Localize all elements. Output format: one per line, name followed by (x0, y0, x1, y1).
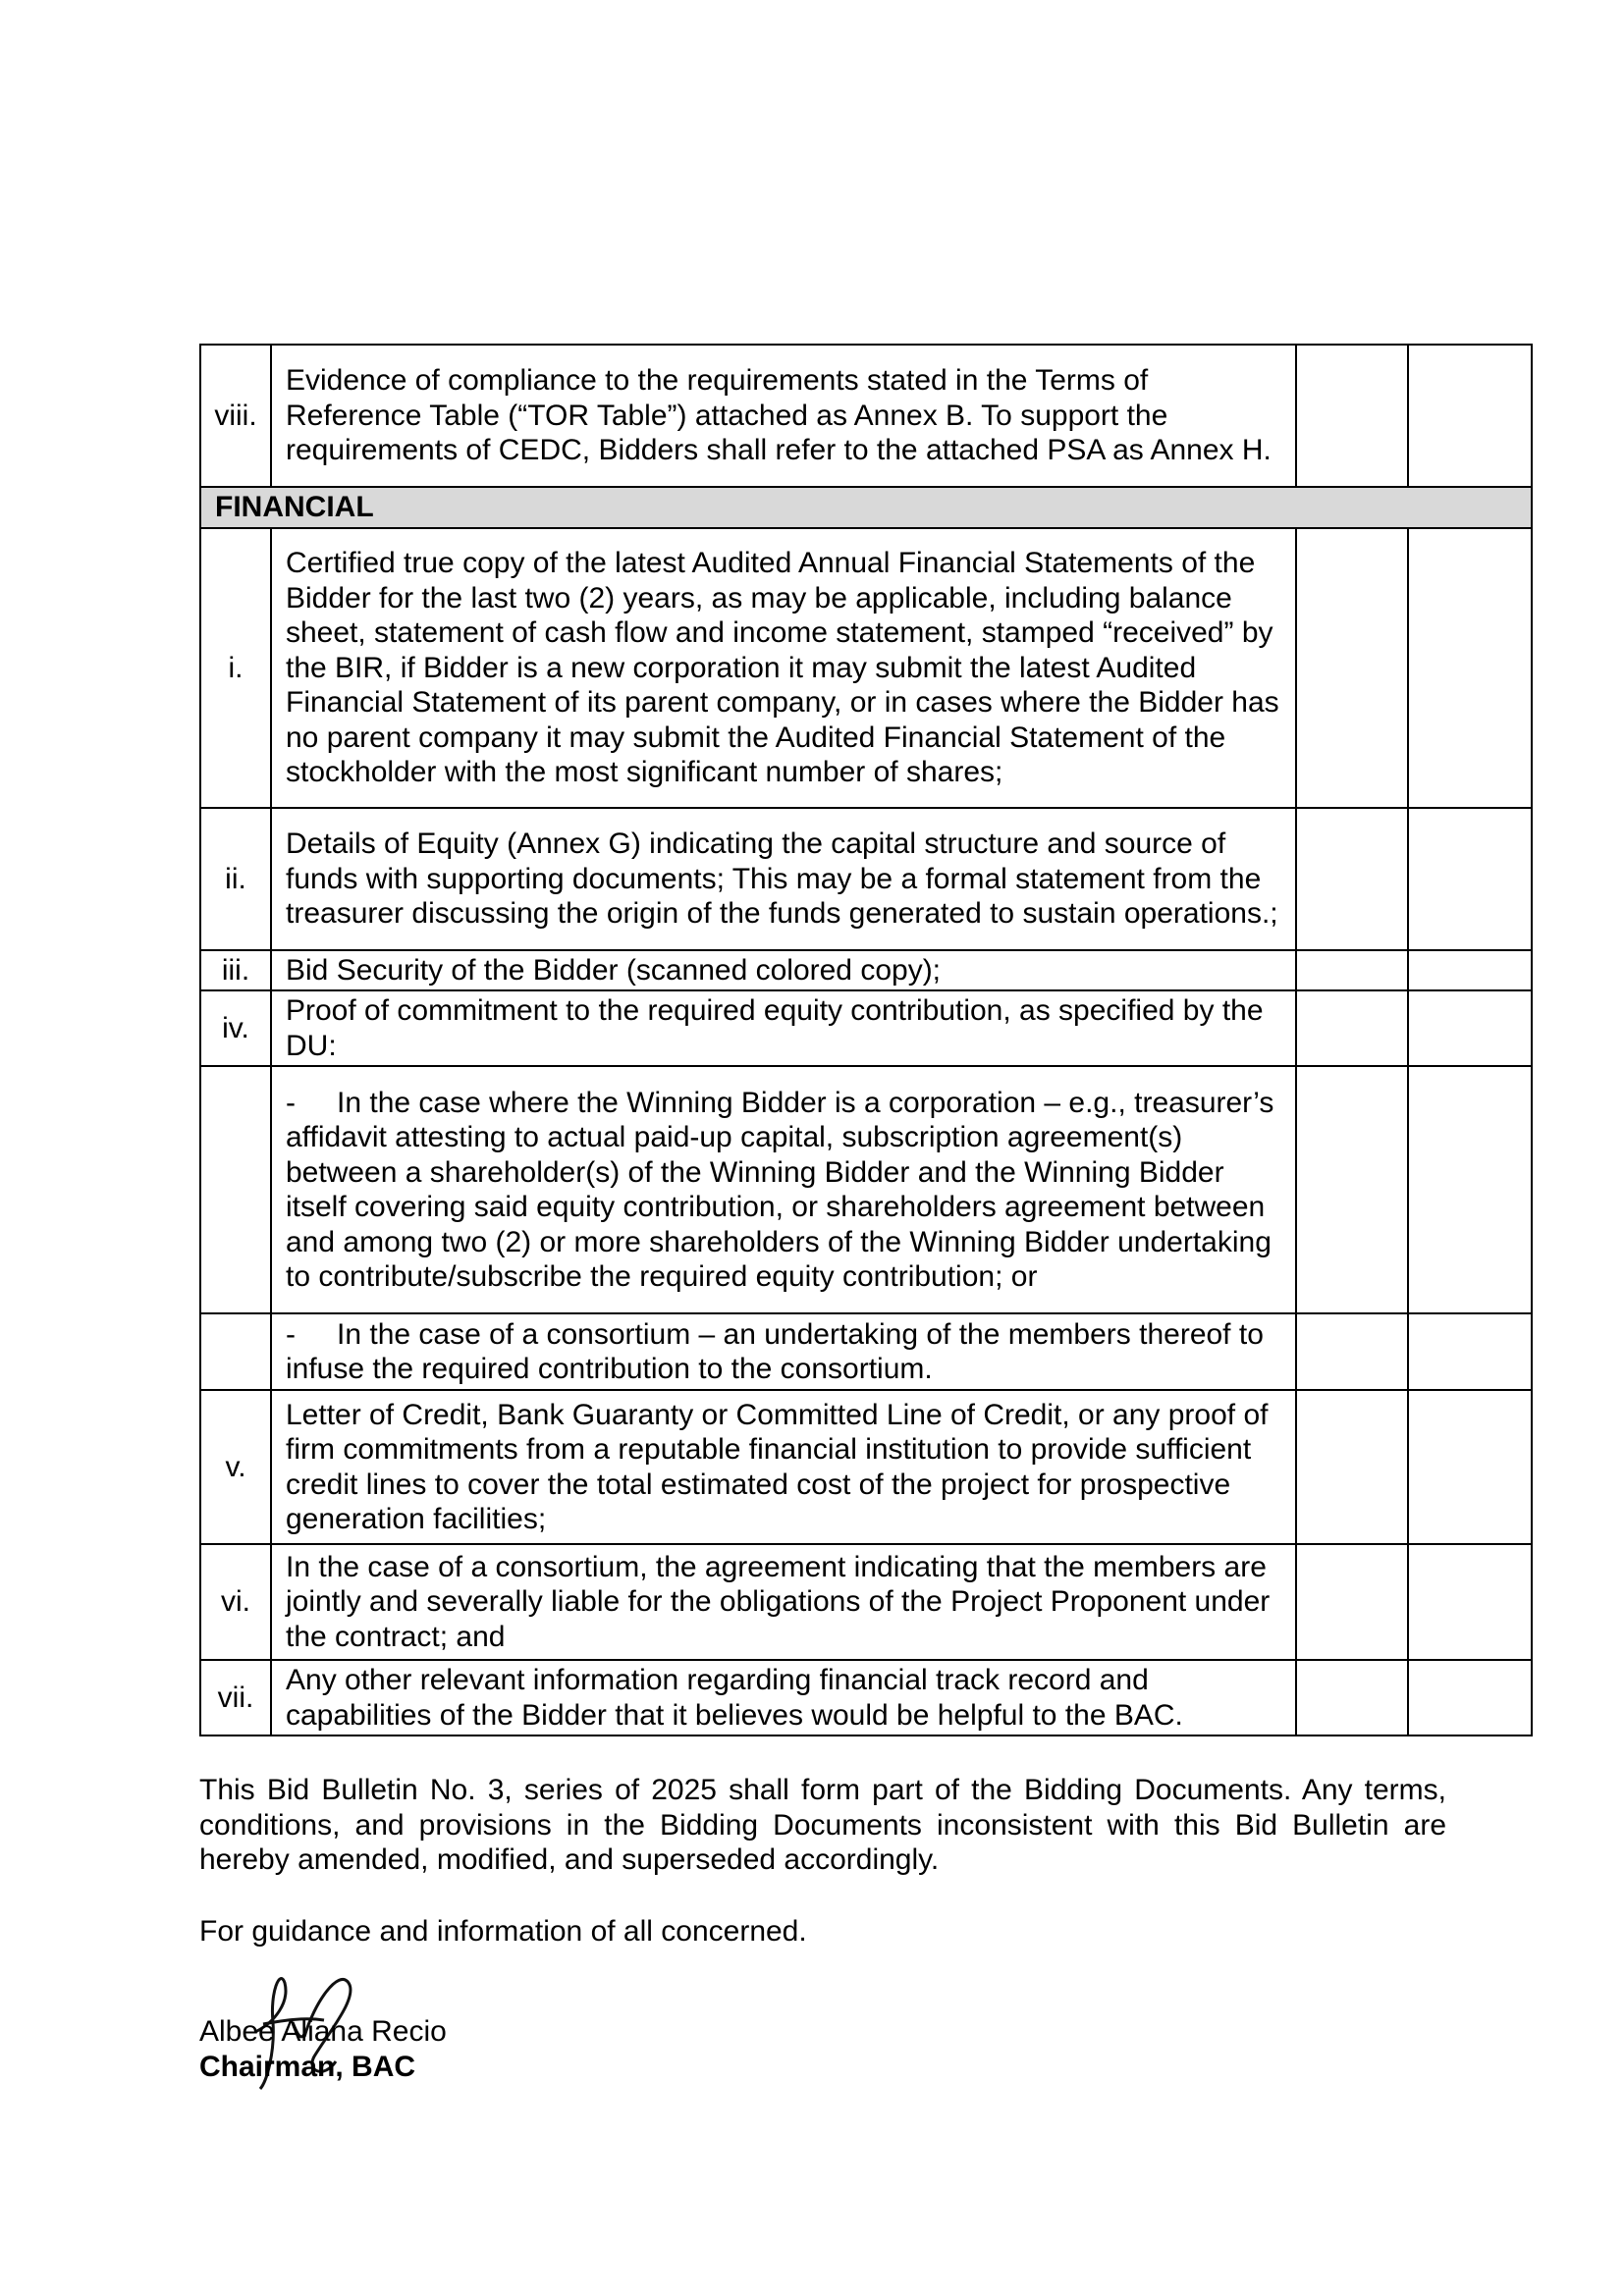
guidance-line: For guidance and information of all concerned. (199, 1915, 807, 1948)
table-row (200, 1313, 1532, 1390)
item-description-bullet (271, 1066, 1296, 1313)
remarks-cell (1408, 1544, 1532, 1660)
item-number: v. (200, 1390, 271, 1544)
checkbox-cell (1296, 950, 1408, 990)
checkbox-cell (1296, 808, 1408, 950)
table-row (200, 1660, 1532, 1735)
item-number (200, 1066, 271, 1313)
remarks-cell (1408, 345, 1532, 487)
item-number: vi. (200, 1544, 271, 1660)
dash-bullet: - (286, 1317, 296, 1351)
item-number: i. (200, 528, 271, 808)
item-number: vii. (200, 1660, 271, 1735)
remarks-cell (1408, 1660, 1532, 1735)
bullet-text: In the case where the Winning Bidder is a corporation – e.g., treasurer’s affidavit attesting to actual paid-up capital, subscription agreement(s) between a shareholder(s) of the Winning Bidder and the Winning Bidder itself covering said equity contribution, or shareholders agreement between and among two (2) or more shareholders of the Winning Bidder undertaking to contribute/subscribe the required equity contribution; or (286, 1086, 1274, 1293)
closing-paragraph: This Bid Bulletin No. 3, series of 2025 shall form part of the Bidding Documents. Any terms, conditions, and provisions in the Bidding Documents inconsistent with this Bid Bulletin are hereby amended, modified, and superseded accordingly. (199, 1774, 1446, 1876)
signatory-name: Albee Aliana Recio (199, 2015, 447, 2048)
remarks-cell (1408, 990, 1532, 1066)
remarks-cell (1408, 808, 1532, 950)
checkbox-cell (1296, 990, 1408, 1066)
item-description: Details of Equity (Annex G) indicating the capital structure and source of funds with supporting documents; This may be a formal statement from the treasurer discussing the origin of the funds generated to sustain operations.; (271, 808, 1296, 950)
dash-bullet: - (286, 1086, 296, 1119)
remarks-cell (1408, 528, 1532, 808)
remarks-cell (1408, 950, 1532, 990)
table-row (200, 1066, 1532, 1313)
item-number: iii. (200, 950, 271, 990)
requirements-table (199, 344, 1533, 1736)
table-row (200, 1390, 1532, 1544)
item-description: In the case of a consortium, the agreement indicating that the members are jointly and severally liable for the obligations of the Project Proponent under the contract; and (271, 1544, 1296, 1660)
item-description-bullet (271, 1313, 1296, 1390)
item-number: viii. (200, 345, 271, 487)
item-description: Letter of Credit, Bank Guaranty or Committed Line of Credit, or any proof of firm commitments from a reputable financial institution to provide sufficient credit lines to cover the total estimated cost of the project for prospective generation facilities; (271, 1390, 1296, 1544)
table-row (200, 345, 1532, 487)
section-heading: FINANCIAL (200, 487, 1532, 528)
item-description: Proof of commitment to the required equity contribution, as specified by the DU: (271, 990, 1296, 1066)
section-row (200, 487, 1532, 528)
checkbox-cell (1296, 528, 1408, 808)
checkbox-cell (1296, 1390, 1408, 1544)
table-row (200, 1544, 1532, 1660)
item-description: Evidence of compliance to the requirements stated in the Terms of Reference Table (“TOR Table”) attached as Annex B. To support the requirements of CEDC, Bidders shall refer to the attached PSA as Annex H. (271, 345, 1296, 487)
item-description: Bid Security of the Bidder (scanned colored copy); (271, 950, 1296, 990)
table-row (200, 950, 1532, 990)
checkbox-cell (1296, 1660, 1408, 1735)
item-description: Any other relevant information regarding financial track record and capabilities of the Bidder that it believes would be helpful to the BAC. (271, 1660, 1296, 1735)
checkbox-cell (1296, 345, 1408, 487)
remarks-cell (1408, 1390, 1532, 1544)
item-description: Certified true copy of the latest Audited Annual Financial Statements of the Bidder for the last two (2) years, as may be applicable, including balance sheet, statement of cash flow and income statement, stamped “received” by the BIR, if Bidder is a new corporation it may submit the latest Audited Financial Statement of its parent company, or in cases where the Bidder has no parent company it may submit the Audited Financial Statement of the stockholder with the most significant number of shares; (271, 528, 1296, 808)
checkbox-cell (1296, 1313, 1408, 1390)
table-row (200, 990, 1532, 1066)
remarks-cell (1408, 1313, 1532, 1390)
signatory-title: Chairman, BAC (199, 2051, 416, 2083)
table-row (200, 528, 1532, 808)
checkbox-cell (1296, 1066, 1408, 1313)
remarks-cell (1408, 1066, 1532, 1313)
item-number: iv. (200, 990, 271, 1066)
table-row (200, 808, 1532, 950)
bullet-text: In the case of a consortium – an undertaking of the members thereof to infuse the required contribution to the consortium. (286, 1317, 1264, 1385)
checkbox-cell (1296, 1544, 1408, 1660)
item-number (200, 1313, 271, 1390)
item-number: ii. (200, 808, 271, 950)
